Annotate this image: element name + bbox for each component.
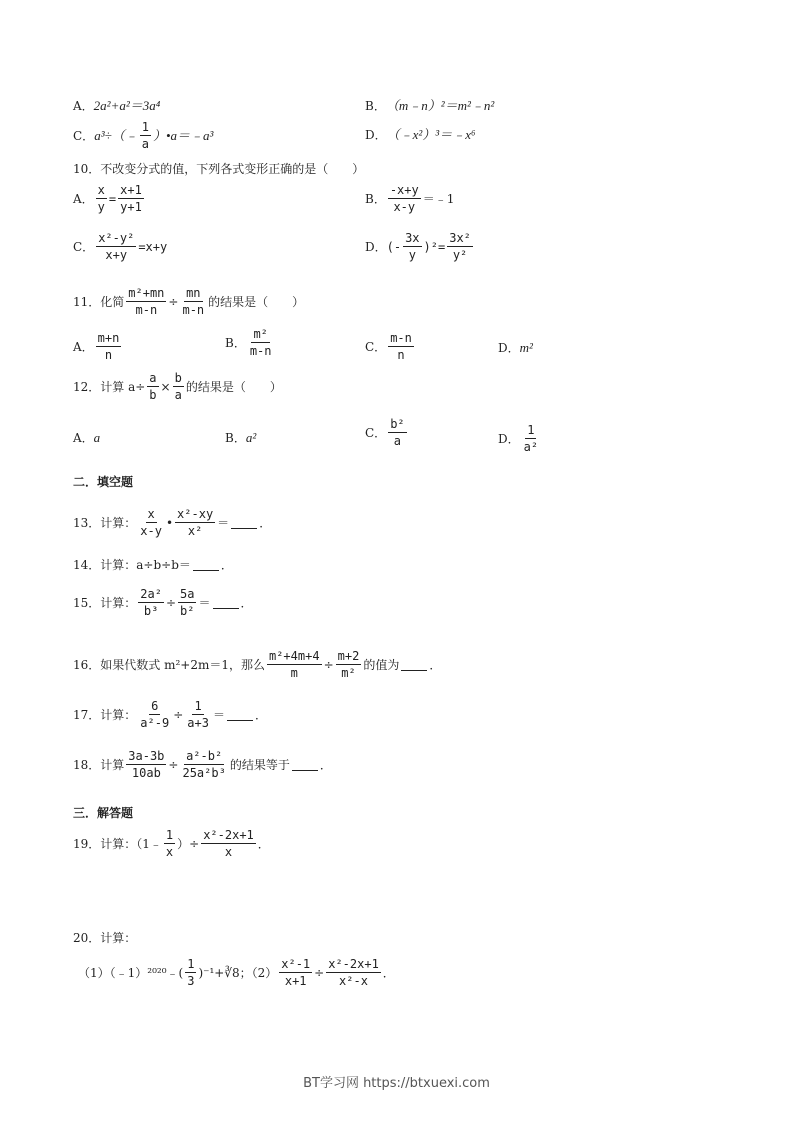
q12-option-d (498, 424, 542, 453)
question-text: ＝ (217, 515, 230, 530)
fraction (522, 424, 540, 453)
fraction (447, 232, 473, 261)
question-text: 11．化简 (73, 294, 125, 309)
expr-part: (- (386, 239, 402, 254)
numerator: 1 (141, 120, 149, 134)
answer-blank[interactable] (292, 758, 318, 771)
fraction (326, 958, 381, 987)
fraction (175, 508, 215, 537)
fraction (138, 700, 171, 729)
numerator: m+2 (337, 649, 360, 663)
fraction (140, 121, 151, 150)
numerator: x (97, 183, 105, 197)
punctuation: ． (257, 836, 270, 851)
numerator: 1 (187, 957, 195, 971)
fraction (118, 184, 144, 213)
numerator: x²-xy (177, 507, 214, 521)
denominator: m-n (182, 303, 205, 317)
q9-option-a (73, 99, 160, 112)
operator: ÷ (168, 757, 179, 772)
expr-part: （1）（﹣1）²⁰²⁰﹣( (78, 965, 184, 980)
denominator: x+y (105, 248, 128, 262)
section-title: 二．填空题 (73, 475, 134, 489)
fraction (147, 372, 158, 401)
denominator: 25a²b³ (182, 766, 226, 780)
punctuation: ． (220, 557, 233, 572)
punctuation: ． (254, 707, 267, 722)
option-label: D． (365, 239, 387, 254)
numerator: 2a² (140, 587, 162, 601)
operator: • (165, 515, 174, 530)
expr-part: ）÷ (177, 836, 200, 851)
q11-option-d (498, 341, 533, 354)
numerator: 1 (165, 828, 174, 842)
option-label: A． (73, 98, 94, 113)
punctuation: ． (382, 965, 395, 980)
fraction (388, 332, 414, 361)
denominator: n (104, 348, 113, 362)
denominator: m-n (135, 303, 158, 317)
question-text: 的结果等于 (229, 757, 290, 772)
q12-stem (73, 372, 282, 401)
q11-option-c (365, 332, 416, 361)
operator: ÷ (165, 595, 177, 610)
question-text: 18．计算 (73, 757, 125, 772)
denominator: x² (187, 524, 203, 538)
question-text: 的结果是（ ） (185, 379, 282, 394)
fraction (388, 418, 406, 447)
q11-option-a (73, 332, 123, 361)
numerator: mn (186, 286, 201, 300)
fraction (96, 332, 122, 361)
option-text: （m﹣n）²＝m²﹣n² (385, 98, 495, 113)
fraction (164, 829, 175, 858)
fraction (267, 650, 322, 679)
fraction (336, 650, 362, 679)
numerator: 6 (151, 699, 159, 713)
fraction (138, 508, 164, 537)
fraction (185, 700, 211, 729)
q20-stem (73, 932, 136, 944)
q14 (73, 558, 233, 571)
expr-part: a³÷（﹣ (94, 128, 138, 143)
option-label: B． (365, 98, 386, 113)
fraction (248, 328, 274, 357)
fraction (96, 184, 107, 213)
denominator: y (97, 200, 105, 214)
fraction (279, 958, 312, 987)
q12-option-c (365, 418, 409, 447)
denominator: m (290, 666, 298, 680)
q19 (73, 829, 270, 858)
question-text: ＝ (198, 595, 211, 610)
section-title: 三．解答题 (73, 806, 134, 820)
question-text: 19．计算：（1﹣ (73, 836, 162, 851)
question-text: 的结果是（ ） (208, 294, 305, 309)
fraction (388, 184, 421, 213)
option-label: C． (365, 425, 387, 440)
numerator: -x+y (389, 183, 419, 197)
denominator: x+1 (284, 974, 307, 988)
numerator: m²+4m+4 (268, 649, 320, 663)
q12-option-a (73, 431, 100, 444)
q20-parts (78, 958, 395, 987)
answer-blank[interactable] (401, 658, 427, 671)
denominator: a (141, 137, 149, 151)
denominator: a (393, 434, 402, 448)
operator: ÷ (323, 657, 334, 672)
punctuation: ． (240, 595, 253, 610)
numerator: m²+mn (128, 286, 165, 300)
denominator: b² (180, 604, 195, 618)
question-text: 16．如果代数式 m²+2m＝1，那么 (73, 657, 265, 672)
numerator: x²-2x+1 (328, 957, 379, 971)
denominator: x-y (393, 200, 416, 214)
fraction (96, 232, 136, 261)
expr-part: =x+y (138, 239, 168, 254)
question-text: 13．计算： (73, 515, 137, 530)
question-text: 12．计算 a÷ (73, 379, 146, 394)
footer-watermark (0, 1072, 793, 1091)
denominator: y (408, 248, 416, 262)
fraction (403, 232, 421, 261)
footer-text: BT学习网 https://btxuexi.com (303, 1076, 490, 1091)
question-text: 20．计算： (73, 931, 137, 945)
numerator: 3x² (449, 231, 471, 245)
fraction (180, 750, 227, 779)
expr-part: ）•a＝﹣a³ (152, 128, 214, 143)
numerator: b (174, 371, 182, 385)
q10-option-b (365, 184, 454, 213)
q9-option-d (365, 128, 475, 141)
option-label: C． (73, 239, 95, 254)
q17 (73, 700, 267, 729)
denominator: m-n (249, 344, 272, 358)
denominator: y² (452, 248, 468, 262)
section-answer-title (73, 807, 133, 819)
expr-part: )⁻¹+∛8；（2） (198, 965, 278, 980)
numerator: a²-b² (186, 749, 223, 763)
q11-option-b (225, 328, 276, 357)
punctuation: ． (319, 757, 332, 772)
expr-part: )²= (423, 239, 446, 254)
option-text: m² (519, 340, 533, 355)
q10-option-c (73, 232, 167, 261)
fraction (126, 750, 166, 779)
punctuation: ． (259, 515, 272, 530)
fraction (173, 372, 184, 401)
numerator: a (149, 371, 157, 385)
numerator: 5a (180, 587, 195, 601)
answer-blank[interactable] (227, 708, 253, 721)
q9-option-b (365, 99, 494, 112)
question-text: 14．计算：a÷b÷b＝ (73, 557, 191, 572)
fraction (126, 287, 166, 316)
fraction (178, 588, 196, 617)
numerator: m+n (97, 331, 120, 345)
numerator: m² (253, 327, 268, 341)
numerator: m-n (390, 331, 412, 345)
question-text: 10．不改变分式的值，下列各式变形正确的是（ ） (73, 162, 365, 176)
fraction (180, 287, 206, 316)
numerator: 1 (527, 423, 535, 437)
denominator: y+1 (120, 200, 142, 214)
operator: ÷ (314, 965, 325, 980)
question-text: 15．计算： (73, 595, 137, 610)
numerator: x (147, 507, 155, 521)
option-label: D． (498, 431, 520, 446)
denominator: b³ (143, 604, 159, 618)
numerator: x+1 (120, 183, 142, 197)
denominator: b (149, 388, 157, 402)
q15 (73, 588, 253, 617)
denominator: x-y (140, 524, 162, 538)
fraction (201, 829, 256, 858)
option-text: a² (245, 430, 257, 445)
q11-stem (73, 287, 304, 316)
fraction (138, 588, 164, 617)
numerator: 3x (405, 231, 420, 245)
q16 (73, 650, 441, 679)
denominator: a² (523, 440, 539, 454)
operator: = (108, 191, 117, 206)
numerator: 3a-3b (128, 749, 165, 763)
option-label: A． (73, 191, 94, 206)
denominator: a (174, 388, 182, 402)
denominator: x²-x (339, 974, 368, 988)
q18 (73, 750, 332, 779)
q12-option-b (225, 431, 256, 444)
option-text: （﹣x²）³＝﹣x⁶ (386, 127, 476, 142)
numerator: x²-1 (281, 957, 311, 971)
q13 (73, 508, 271, 537)
expr-part: ＝﹣1 (422, 191, 455, 206)
option-label: B． (225, 430, 246, 445)
option-label: B． (225, 335, 246, 350)
section-fill-in-blank-title (73, 476, 133, 488)
numerator: b² (390, 417, 405, 431)
operator: ÷ (173, 707, 184, 722)
denominator: x (165, 845, 174, 859)
numerator: x²-y² (98, 231, 135, 245)
q9-option-c (73, 121, 213, 150)
option-label: C． (73, 128, 95, 143)
option-label: D． (365, 127, 387, 142)
operator: ÷ (168, 294, 179, 309)
punctuation: ． (429, 657, 442, 672)
q10-stem (73, 163, 364, 175)
option-label: A． (73, 339, 94, 354)
question-text: ＝ (212, 707, 225, 722)
answer-blank[interactable] (193, 558, 219, 571)
denominator: 10ab (131, 766, 161, 780)
denominator: a²-9 (140, 716, 170, 730)
denominator: m² (341, 666, 356, 680)
denominator: a+3 (187, 716, 209, 730)
question-text: 的值为 (363, 657, 400, 672)
q10-option-d (365, 232, 475, 261)
numerator: x²-2x+1 (203, 828, 254, 842)
option-label: C． (365, 339, 387, 354)
denominator: 3 (187, 974, 195, 988)
fraction (185, 958, 196, 987)
option-label: D． (498, 340, 520, 355)
option-text: a (93, 430, 101, 445)
question-text: 17．计算： (73, 707, 137, 722)
answer-blank[interactable] (231, 516, 257, 529)
option-text: 2a²+a²＝3a⁴ (93, 98, 161, 113)
denominator: x (224, 845, 233, 859)
option-label: B． (365, 191, 386, 206)
q10-option-a (73, 184, 146, 213)
answer-blank[interactable] (213, 596, 239, 609)
operator: × (160, 379, 171, 394)
numerator: 1 (194, 699, 202, 713)
denominator: n (397, 348, 405, 362)
option-label: A． (73, 430, 94, 445)
